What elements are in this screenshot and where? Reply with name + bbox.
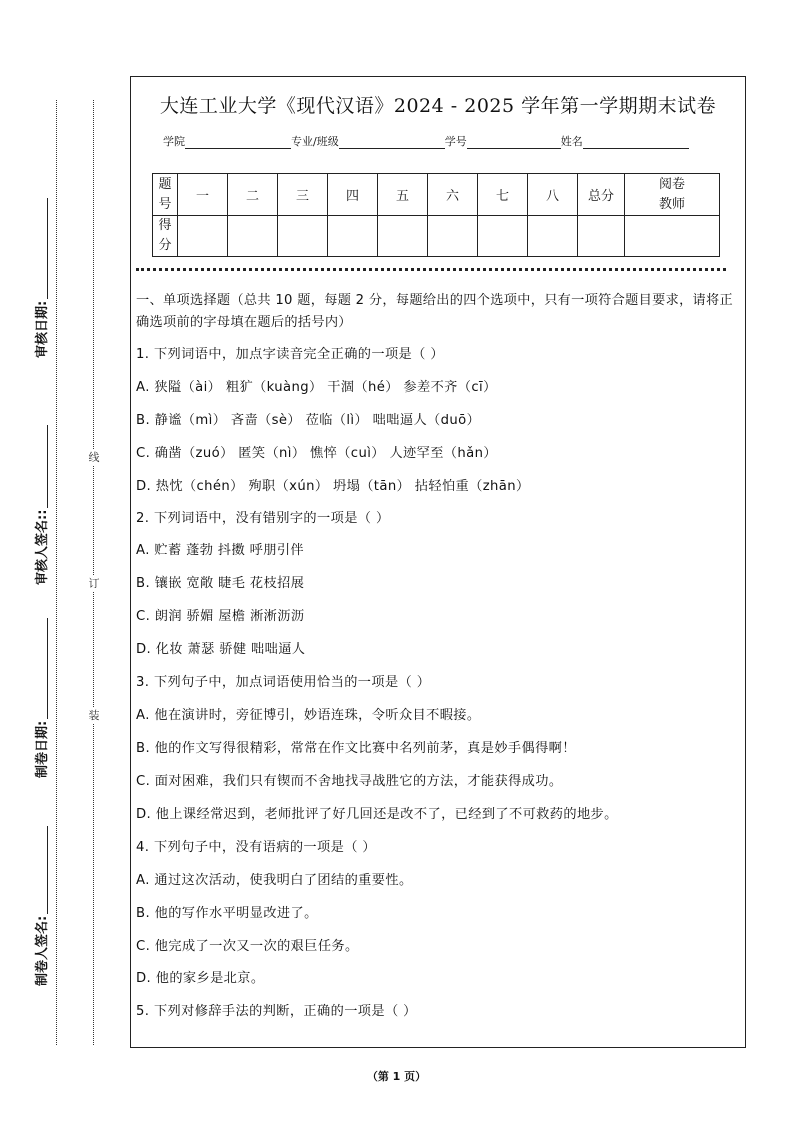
reviewer-signature-field: [28, 425, 52, 585]
score-cell[interactable]: [428, 216, 478, 257]
q4-stem: 4. 下列句子中，没有语病的一项是（ ）: [136, 840, 376, 855]
score-col-3: 三: [278, 174, 328, 216]
exam-frame: [130, 76, 746, 1048]
student-id-label: 学号: [444, 135, 467, 148]
q4-option-c: C. 他完成了一次又一次的艰巨任务。: [136, 939, 359, 954]
score-cell[interactable]: [478, 216, 528, 257]
q1-option-d: D. 热忱（chén） 殉职（xún） 坍塌（tān） 拈轻怕重（zhān）: [136, 479, 530, 494]
score-col-7: 七: [478, 174, 528, 216]
score-cell[interactable]: [278, 216, 328, 257]
score-col-grader: [625, 174, 720, 216]
q3-option-c: C. 面对困难，我们只有锲而不舍地找寻战胜它的方法，才能获得成功。: [136, 774, 563, 789]
q5-stem: 5. 下列对修辞手法的判断，正确的一项是（ ）: [136, 1004, 417, 1019]
name-blank[interactable]: [583, 136, 689, 149]
score-cell[interactable]: [378, 216, 428, 257]
score-row-header: [153, 216, 178, 257]
review-date-blank[interactable]: [33, 198, 48, 299]
preparer-signature-blank[interactable]: [33, 826, 48, 914]
binding-dotted-line-right: [93, 100, 94, 1045]
reviewer-signature-label: 审核人签名::: [34, 509, 50, 585]
major-class-blank[interactable]: [339, 136, 445, 149]
binding-dotted-line-left: [56, 100, 57, 1045]
score-col-1: 一: [178, 174, 228, 216]
q2-stem: 2. 下列词语中，没有错别字的一项是（ ）: [136, 511, 390, 526]
score-col-6: 六: [428, 174, 478, 216]
grader-header-bottom: 教师: [658, 196, 685, 212]
exam-title: 大连工业大学《现代汉语》2024 - 2025 学年第一学期期末试卷: [159, 95, 717, 117]
score-cell[interactable]: [328, 216, 378, 257]
q2-option-c: C. 朗润 骄媚 屋檐 淅淅沥沥: [136, 609, 305, 624]
q2-option-d: D. 化妆 萧瑟 骄健 咄咄逼人: [136, 642, 306, 657]
q1-option-b: B. 静谧（mì） 吝啬（sè） 莅临（lì） 咄咄逼人（duō）: [136, 413, 481, 428]
student-id-blank[interactable]: [467, 136, 561, 149]
college-label: 学院: [163, 135, 185, 148]
score-cell-total[interactable]: [578, 216, 625, 257]
prepare-date-field: [28, 618, 52, 778]
prepare-date-blank[interactable]: [33, 618, 48, 719]
question-number-header-top: 题: [158, 176, 172, 192]
student-info-row: [163, 133, 723, 149]
score-table: [152, 173, 720, 257]
q1-option-c: C. 确凿（zuó） 匿笑（nì） 憔悴（cuì） 人迹罕至（hǎn）: [136, 446, 497, 461]
score-cell[interactable]: [228, 216, 278, 257]
q3-option-a: A. 他在演讲时，旁征博引，妙语连珠，令听众目不暇接。: [136, 708, 481, 723]
q3-option-b: B. 他的作文写得很精彩，常常在作文比赛中名列前茅，真是妙手偶得啊！: [136, 741, 576, 756]
binding-mark-staple: 订: [86, 576, 102, 592]
q2-option-a: A. 贮蓄 蓬勃 抖擞 呼朋引伴: [136, 543, 305, 558]
score-table-score-row: [153, 216, 720, 257]
q3-stem: 3. 下列句子中，加点词语使用恰当的一项是（ ）: [136, 675, 431, 690]
score-row-header-top: 得: [158, 218, 172, 233]
score-cell[interactable]: [178, 216, 228, 257]
binding-mark-fold: 装: [86, 708, 102, 724]
score-col-8: 八: [528, 174, 578, 216]
q1-option-a: A. 狭隘（ài） 粗犷（kuàng） 干涸（hé） 参差不齐（cī）: [136, 380, 497, 395]
major-class-label: 专业/班级: [291, 135, 339, 148]
score-col-total: 总分: [578, 174, 625, 216]
name-label: 姓名: [560, 135, 583, 148]
section1-instruction: 一、单项选择题（总共 10 题，每题 2 分，每题给出的四个选项中，只有一项符合题目要求，请将正确选项前的字母填在题后的括号内）: [136, 293, 734, 330]
score-col-5: 五: [378, 174, 428, 216]
score-row-header-bottom: 分: [158, 238, 172, 253]
score-table-header-row: [153, 174, 720, 216]
section-separator: [136, 268, 726, 271]
q4-option-a: A. 通过这次活动，使我明白了团结的重要性。: [136, 873, 413, 888]
score-cell[interactable]: [528, 216, 578, 257]
college-blank[interactable]: [185, 136, 291, 149]
grader-header-top: 阅卷: [658, 176, 685, 192]
q3-option-d: D. 他上课经常迟到，老师批评了好几回还是改不了，已经到了不可救药的地步。: [136, 807, 618, 822]
q1-stem: 1. 下列词语中，加点字读音完全正确的一项是（ ）: [136, 347, 444, 362]
score-cell-grader[interactable]: [625, 216, 720, 257]
review-date-field: [28, 198, 52, 358]
binding-mark-line: 线: [86, 450, 102, 466]
score-col-2: 二: [228, 174, 278, 216]
q2-option-b: B. 镶嵌 宽敞 睫毛 花枝招展: [136, 576, 305, 591]
page-number: （第 1 页）: [366, 1070, 427, 1083]
preparer-signature-field: [28, 826, 52, 986]
prepare-date-label: 制卷日期:: [34, 720, 50, 778]
score-col-4: 四: [328, 174, 378, 216]
q4-option-d: D. 他的家乡是北京。: [136, 971, 265, 986]
question-number-header-bottom: 号: [158, 196, 172, 212]
question-number-header: [153, 174, 178, 216]
reviewer-signature-blank[interactable]: [33, 425, 48, 508]
q4-option-b: B. 他的写作水平明显改进了。: [136, 906, 318, 921]
review-date-label: 审核日期:: [34, 300, 50, 358]
preparer-signature-label: 制卷人签名:: [34, 915, 50, 986]
